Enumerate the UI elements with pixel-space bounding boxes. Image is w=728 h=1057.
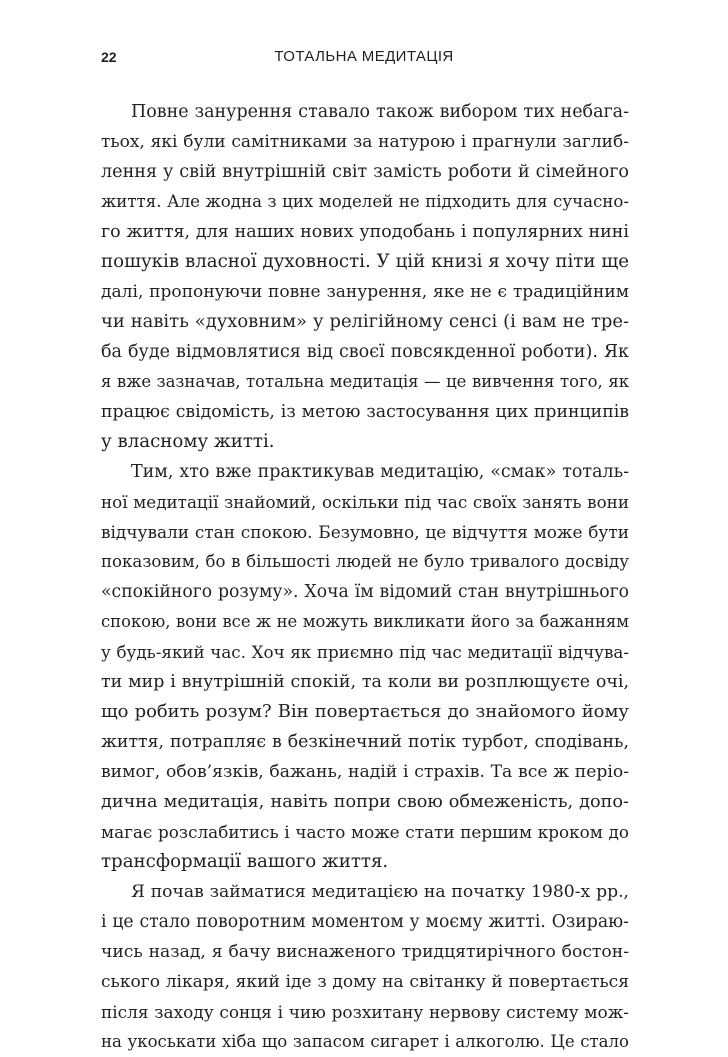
- running-title: ТОТАЛЬНА МЕДИТАЦІЯ: [274, 48, 454, 65]
- text-line: лення у свій внутрішній світ замість роботи й сімейного: [101, 162, 629, 182]
- body-text: [101, 97, 629, 1057]
- text-line: пошуків власної духовності. У цій книзі я хочу піти ще: [101, 251, 629, 272]
- text-line: у будь-який час. Хоч як приємно під час медитації відчува-: [101, 642, 629, 662]
- text-line: у власному житті.: [101, 431, 275, 452]
- text-line: дична медитація, навіть попри свою обмеженість, допо-: [101, 792, 629, 812]
- text-line: далі, пропонуючи повне занурення, яке не є традиційним: [101, 282, 629, 302]
- text-line: що робить розум? Він повертається до знайомого йому: [101, 701, 629, 722]
- text-line: на укоськати хіба що запасом сигарет і алкоголю. Це стало: [101, 1032, 629, 1051]
- text-line: показовим, бо в більшості людей не було тривалого досвіду: [101, 552, 629, 571]
- text-line: го життя, для наших нових уподобань і популярних нині: [101, 222, 629, 242]
- text-line: ського лікаря, який іде з дому на світанку й повертається: [101, 972, 629, 992]
- text-line: Тим, хто вже практикував медитацію, «смак» тоталь-: [131, 462, 629, 482]
- text-line: чись назад, я бачу виснаженого тридцятирічного бостон-: [101, 942, 629, 962]
- running-head: [0, 45, 728, 69]
- text-line: ти мир і внутрішній спокій, та коли ви розплющуєте очі,: [101, 672, 629, 692]
- text-line: відчували стан спокою. Безумовно, це відчуття може бути: [101, 522, 629, 542]
- text-line: ної медитації знайомий, оскільки під час своїх занять вони: [101, 492, 629, 512]
- text-line: «спокійного розуму». Хоча їм відомий стан внутрішнього: [101, 582, 629, 602]
- text-line: працює свідомість, із метою застосування цих принципів: [101, 402, 629, 422]
- text-line: життя. Але жодна з цих моделей не підходить для сучасно-: [101, 192, 629, 211]
- text-line: життя, потрапляє в безкінечний потік турбот, сподівань,: [101, 732, 629, 752]
- text-line: і це стало поворотним моментом у моєму житті. Озираю-: [101, 912, 629, 932]
- text-line: ба буде відмовлятися від своєї повсякденної роботи). Як: [101, 342, 629, 362]
- text-line: магає розслабитись і часто може стати першим кроком до: [101, 822, 629, 842]
- text-line: Повне занурення ставало також вибором тих небага-: [131, 102, 629, 122]
- text-line: тьох, які були самітниками за натурою і прагнули заглиб-: [101, 132, 629, 152]
- text-line: спокою, вони все ж не можуть викликати його за бажанням: [101, 612, 629, 631]
- text-line: вимог, обов’язків, бажань, надій і страхів. Та все ж періо-: [101, 762, 629, 782]
- paragraph-1: [101, 97, 629, 457]
- text-line: після заходу сонця і чию розхитану нервову систему мож-: [101, 1002, 629, 1022]
- text-line: трансформації вашого життя.: [101, 851, 389, 872]
- page-number: 22: [101, 49, 117, 65]
- paragraph-3: [101, 877, 629, 1057]
- text-line: я вже зазначав, тотальна медитація — це вивчення того, як: [101, 372, 629, 391]
- text-line: чи навіть «духовним» у релігійному сенсі (і вам не тре-: [101, 311, 629, 332]
- text-line: Я почав займатися медитацією на початку 1980-х рр.,: [131, 882, 629, 902]
- paragraph-2: [101, 457, 629, 877]
